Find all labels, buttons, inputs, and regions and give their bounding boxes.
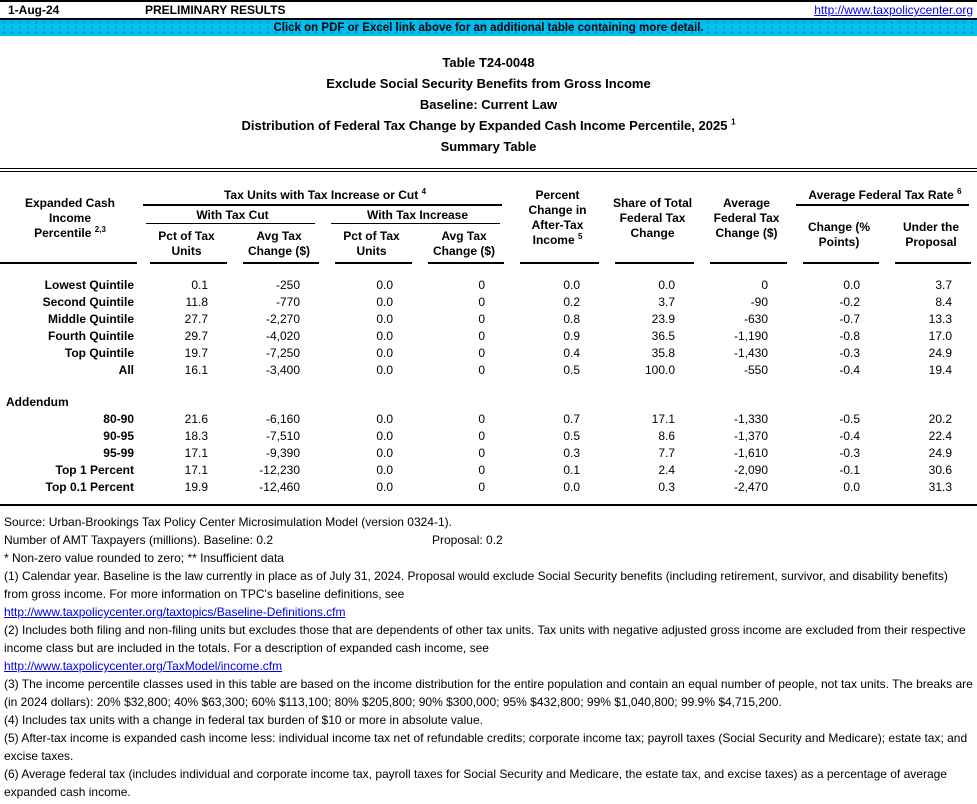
cell: 0.0 [376,428,393,443]
subgroup-with-tax-cut: With Tax Cut [140,206,325,224]
col-header-avg-change-increase: Avg Tax Change ($) [418,224,510,264]
cell: -1,610 [733,445,769,460]
cell: 22.4 [928,428,953,443]
cell: 3.7 [658,294,676,309]
cell: -7,510 [265,428,300,443]
source-note: Source: Urban-Brookings Tax Policy Center Microsimulation Model (version 0324-1). [4,515,452,529]
cell: -2,470 [733,479,769,494]
table-header [0,172,977,264]
cell: 8.6 [658,428,676,443]
cell: 20.2 [928,411,953,426]
proposal-title: Exclude Social Security Benefits from Gross Income [326,76,651,91]
cell: -9,390 [265,445,300,460]
cell: 24.9 [928,445,953,460]
table-number-title: Table T24-0048 [442,55,535,70]
cell: 0.7 [563,411,581,426]
cell: 0 [761,277,769,292]
subgroup-with-tax-increase: With Tax Increase [325,206,510,224]
row-label: Fourth Quintile [48,328,134,343]
table-row [0,327,977,344]
cell: -0.2 [839,294,861,309]
table-row [0,361,977,378]
cell: 29.7 [184,328,208,343]
cell: 11.8 [185,294,208,309]
cell: 0.0 [563,479,581,494]
col-header-percentile: Expanded Cash Income Percentile $^{2,3}$ [0,172,140,264]
footnote-3: (3) The income percentile classes used in this table are based on the income distribution for the entire population and contain an equal number of people, not tax units. The breaks are (in 2024 dollars): 20% $32,800; 40% $63,300; 60% $113,100; 80% $205,800; 90% $300,000; 95% $432,800; 99% $1,040,800; 99.9% $4,715,200. [4,677,973,709]
cell: -0.7 [839,311,861,326]
report-date: 1-Aug-24 [8,3,60,17]
distribution-title: Distribution of Federal Tax Change by Expanded Cash Income Percentile, 2025 $^1$ [241,117,736,133]
cell: -90 [750,294,769,309]
cell: -0.3 [839,345,861,360]
cell: -0.5 [839,411,861,426]
cell: 17.1 [184,462,208,477]
cell: 0.0 [563,277,581,292]
footnote-2: (2) Includes both filing and non-filing units but excludes those that are dependents of other tax units. Tax units with negative adjusted gross income are excluded from their respective income class but are included in the totals. For a description of expanded cash income, see [4,623,966,655]
col-header-change-points: Change (% Points) [793,206,885,264]
cell: -1,370 [733,428,769,443]
cell: 0.0 [376,311,393,326]
taxpolicycenter-link[interactable]: http://www.taxpolicycenter.org [814,3,973,17]
top-header-bar [0,0,977,20]
cell: 0.4 [563,345,581,360]
cell: -0.4 [839,362,861,377]
footnotes [0,513,977,801]
summary-table-title: Summary Table [440,139,537,154]
cell: 19.9 [184,479,208,494]
table-row [0,276,977,293]
table-row [0,344,977,361]
cell: 17.1 [184,445,208,460]
row-label: Top 0.1 Percent [45,479,134,494]
distribution-table [0,172,977,506]
row-label: Middle Quintile [48,311,134,326]
table-row [0,478,977,495]
table-row [0,293,977,310]
title-block [0,52,977,157]
asterisk-note: * Non-zero value rounded to zero; ** Insufficient data [4,551,284,565]
cell: 0 [478,345,486,360]
cell: -630 [743,311,769,326]
cell: 0.0 [658,277,676,292]
col-header-pct-units-cut: Pct of Tax Units [140,224,233,264]
cell: 0 [478,277,486,292]
row-label: Second Quintile [42,294,134,309]
cell: -12,460 [259,479,300,494]
cell: 0 [478,362,486,377]
cell: 8.4 [935,294,953,309]
cell: 0.9 [563,328,581,343]
cell: -1,190 [733,328,769,343]
col-header-avg-change: Average Federal Tax Change ($) [700,172,793,264]
cell: 0.2 [563,294,581,309]
col-header-share-total: Share of Total Federal Tax Change [605,172,700,264]
cell: 0.0 [376,411,393,426]
footnote-5: (5) After-tax income is expanded cash income less: individual income tax net of refundable credits; corporate income tax; payroll taxes (Social Security and Medicare); estate tax; and excise taxes. [4,731,968,763]
cell: 0.0 [376,277,393,292]
col-header-pct-change-after-tax: Percent Change in After-Tax Income $^5$ [510,172,605,264]
baseline-title: Baseline: Current Law [419,97,558,112]
cell: 30.6 [928,462,953,477]
cell: 0 [478,411,486,426]
cell: -12,230 [259,462,300,477]
row-label: Top Quintile [64,345,134,360]
table-row [0,410,977,427]
cell: -6,160 [265,411,300,426]
cell: -0.3 [839,445,861,460]
row-label: 90-95 [103,428,134,443]
cell: 7.7 [658,445,676,460]
table-row [0,427,977,444]
cell: 19.7 [184,345,208,360]
cell: 0.0 [376,445,393,460]
cell: 0.0 [376,345,393,360]
cell: -1,430 [733,345,769,360]
addendum-label: Addendum [6,394,69,409]
cell: 0.1 [563,462,581,477]
cell: 0.0 [376,462,393,477]
cell: 0 [478,311,486,326]
preliminary-results-label: PRELIMINARY RESULTS [145,3,286,17]
amt-proposal-value: Proposal: 0.2 [432,533,503,547]
cell: 27.7 [184,311,208,326]
col-header-under-proposal: Under the Proposal [885,206,977,264]
cell: 24.9 [928,345,953,360]
cell: 0.3 [563,445,581,460]
cell: -2,270 [265,311,300,326]
cell: -4,020 [265,328,300,343]
cell: 0 [478,445,486,460]
row-label: All [118,362,134,377]
cell: 17.1 [651,411,676,426]
cell: -550 [743,362,769,377]
cell: 0.0 [376,294,393,309]
cell: 23.9 [651,311,676,326]
footnote-6: (6) Average federal tax (includes individual and corporate income tax, payroll taxes for Social Security and Medicare, the estate tax, and excise taxes) as a percentage of average expanded cash income. [4,767,947,799]
cell: -1,330 [733,411,769,426]
cell: 16.1 [184,362,208,377]
cell: -3,400 [265,362,300,377]
cell: 0 [478,479,486,494]
footnote-4: (4) Includes tax units with a change in federal tax burden of $10 or more in absolute value. [4,713,483,727]
cell: -0.8 [839,328,861,343]
table-row [0,310,977,327]
cell: 21.6 [184,411,208,426]
cell: 0.5 [563,428,581,443]
cell: 0.1 [191,277,208,292]
cell: 0.0 [843,479,861,494]
baseline-definitions-link[interactable]: http://www.taxpolicycenter.org/taxtopics/Baseline-Definitions.cfm [4,605,346,619]
cell: -7,250 [265,345,300,360]
row-label: Lowest Quintile [44,277,134,292]
cell: 36.5 [651,328,676,343]
cell: 19.4 [928,362,953,377]
cell: 2.4 [658,462,676,477]
row-label: 80-90 [103,411,134,426]
cell: 0.0 [376,362,393,377]
cell: 0.0 [376,479,393,494]
group-header-tax-units: Tax Units with Tax Increase or Cut $^4$ [140,172,510,206]
cell: 0.0 [376,328,393,343]
footnote-1: (1) Calendar year. Baseline is the law currently in place as of July 31, 2024. Proposal would exclude Social Security benefits (including retirement, survivor, and disability benefits) from gross income. For more information on TPC's baseline definitions, see [4,569,948,601]
cell: 0 [478,462,486,477]
col-header-pct-units-increase: Pct of Tax Units [325,224,418,264]
cell: -2,090 [733,462,769,477]
cell: 0.5 [563,362,581,377]
cell: 0.8 [563,311,581,326]
amt-taxpayers-note: Number of AMT Taxpayers (millions). Baseline: 0.2 Proposal: 0.2 [4,533,503,547]
cell: -250 [275,277,300,292]
addendum-rows [0,410,977,495]
cell: 31.3 [928,479,953,494]
cell: -0.1 [839,462,861,477]
main-rows [0,276,977,378]
col-header-avg-change-cut: Avg Tax Change ($) [233,224,325,264]
row-label: 95-99 [103,445,134,460]
cell: -0.4 [839,428,861,443]
cell: 0 [478,328,486,343]
group-header-avg-rate: Average Federal Tax Rate $^6$ [793,172,977,206]
cell: 35.8 [651,345,676,360]
cell: 0 [478,428,486,443]
cell: 0.0 [843,277,861,292]
banner-text: Click on PDF or Excel link above for an additional table containing more detail. [273,22,704,34]
cell: -770 [275,294,300,309]
table-row [0,461,977,478]
cell: 0.3 [658,479,676,494]
row-label: Top 1 Percent [55,462,134,477]
cell: 3.7 [935,277,953,292]
income-definition-link[interactable]: http://www.taxpolicycenter.org/TaxModel/income.cfm [4,659,283,673]
cell: 0 [478,294,486,309]
cell: 100.0 [644,362,676,377]
info-banner [0,20,977,36]
cell: 17.0 [928,328,953,343]
cell: 13.3 [928,311,953,326]
cell: 18.3 [184,428,208,443]
table-row [0,444,977,461]
